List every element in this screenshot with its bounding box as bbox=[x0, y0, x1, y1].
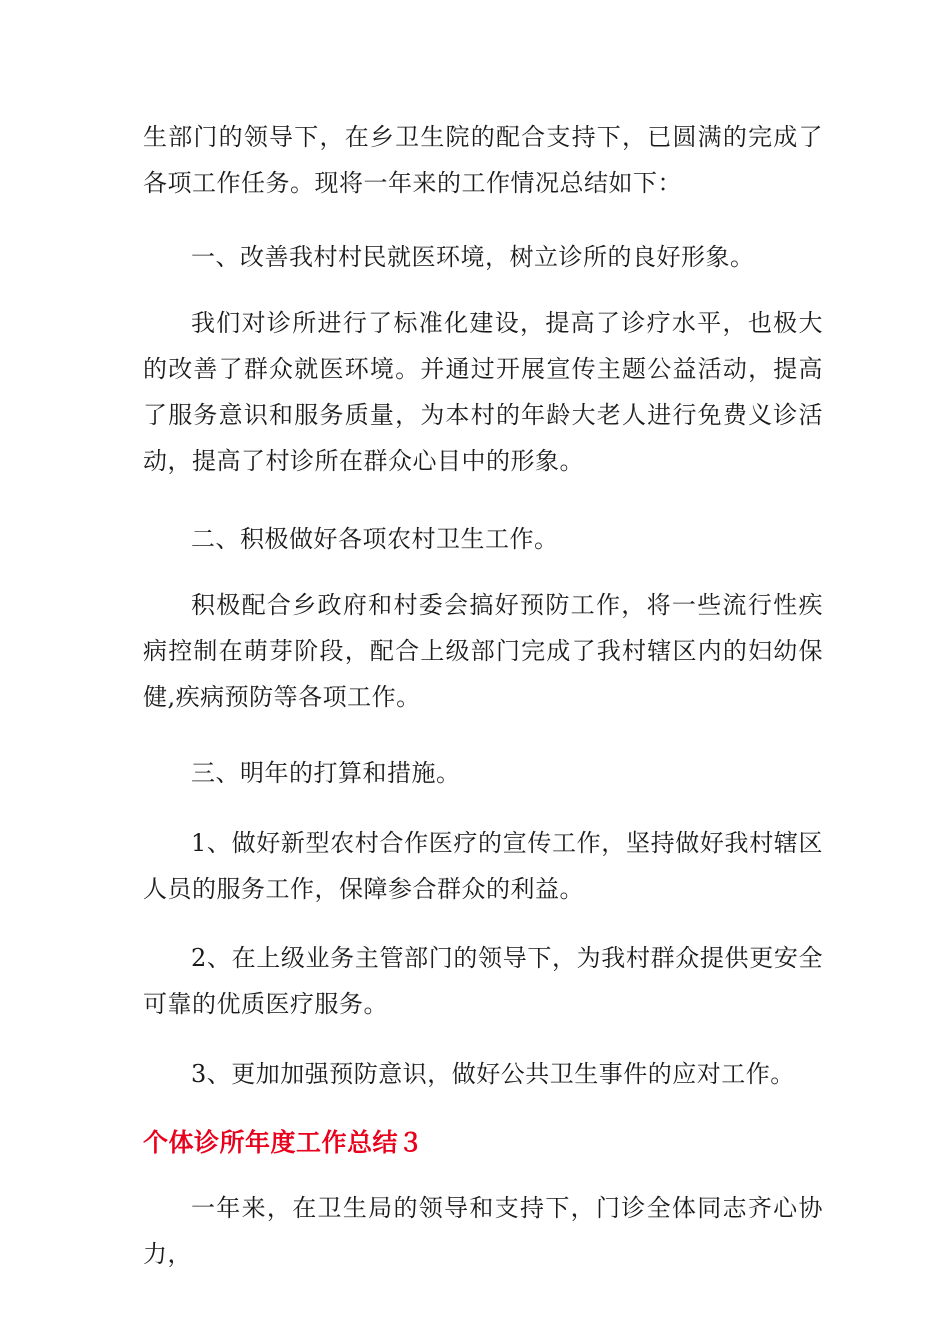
list-item-3: 3、更加加强预防意识，做好公共卫生事件的应对工作。 bbox=[191, 1060, 795, 1088]
body-paragraph: 积极配合乡政府和村委会搞好预防工作，将一些流行性疾病控制在萌芽阶段，配合上级部门完成了我村辖区内的妇幼保健,疾病预防等各项工作。 bbox=[143, 591, 823, 711]
list-item-1: 1、做好新型农村合作医疗的宣传工作，坚持做好我村辖区人员的服务工作，保障参合群众的利益。 bbox=[143, 829, 823, 903]
list-item-2: 2、在上级业务主管部门的领导下，为我村群众提供更安全可靠的优质医疗服务。 bbox=[143, 944, 823, 1018]
section-heading: 个体诊所年度工作总结３ bbox=[143, 1128, 424, 1157]
section-title-two: 二、积极做好各项农村卫生工作。 bbox=[191, 525, 559, 553]
body-paragraph-final: 一年来，在卫生局的领导和支持下，门诊全体同志齐心协力， bbox=[143, 1194, 823, 1268]
body-paragraph-continuation: 生部门的领导下，在乡卫生院的配合支持下，已圆满的完成了各项工作任务。现将一年来的工作情况总结如下： bbox=[143, 123, 823, 197]
body-paragraph: 我们对诊所进行了标准化建设，提高了诊疗水平，也极大的改善了群众就医环境。并通过开展宣传主题公益活动，提高了服务意识和服务质量，为本村的年龄大老人进行免费义诊活动，提高了村诊所在群众心目中的形象。 bbox=[143, 309, 823, 475]
section-title-three: 三、明年的打算和措施。 bbox=[191, 759, 461, 787]
section-title-one: 一、改善我村村民就医环境，树立诊所的良好形象。 bbox=[191, 243, 755, 271]
